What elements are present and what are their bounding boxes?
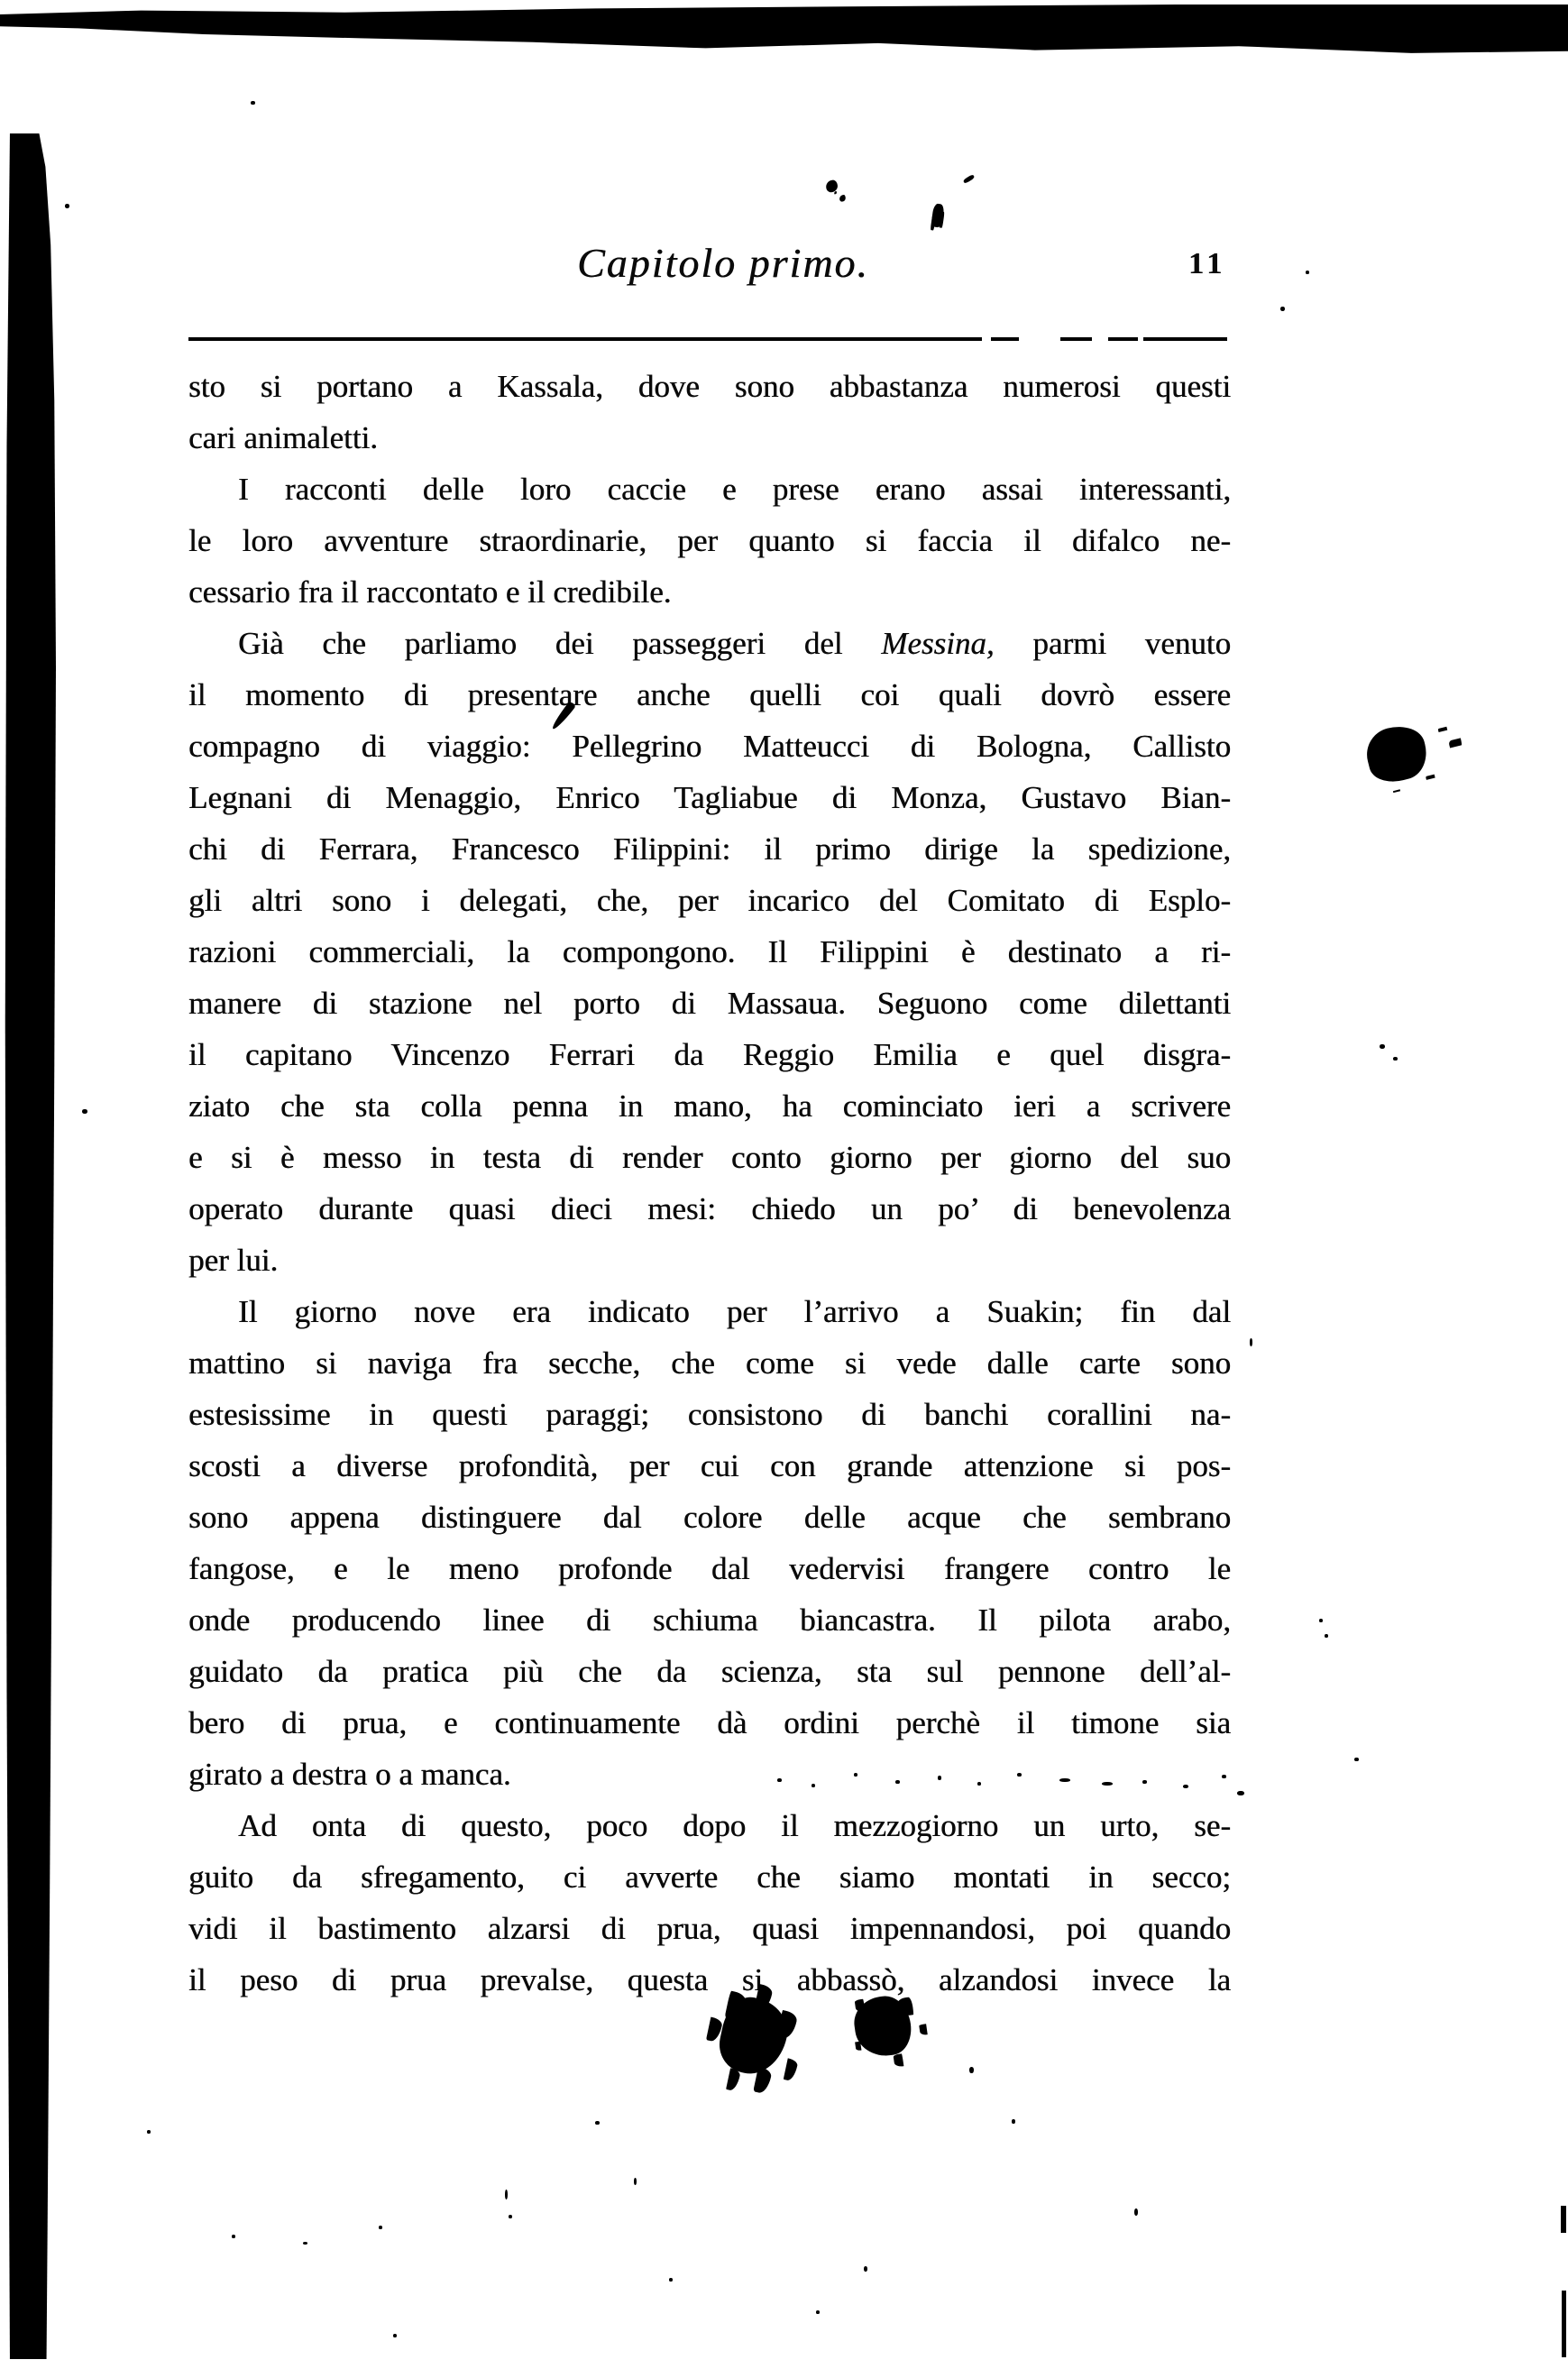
- scan-edge-right-tick: [1561, 2206, 1566, 2233]
- ink-speck: [251, 101, 255, 105]
- line-text: bero di prua, e continuamente dà ordini perchè il timone sia: [188, 1705, 1231, 1740]
- ink-speck: [895, 1780, 900, 1784]
- text-line: [188, 618, 1231, 669]
- ink-blot-right-margin: [1362, 721, 1433, 787]
- text-line: [188, 1029, 1231, 1080]
- line-text: fangose, e le meno profonde dal vedervisi frangere contro le: [188, 1551, 1231, 1586]
- text-line: [188, 1183, 1231, 1235]
- line-text: Già che parliamo dei passeggeri del: [238, 626, 882, 661]
- scan-edge-top: [0, 5, 1568, 54]
- line-text: parmi venuto: [994, 626, 1231, 661]
- text-line: [188, 823, 1231, 875]
- ink-speck: [1393, 1057, 1398, 1061]
- line-text: cari animaletti.: [188, 420, 378, 455]
- rule-gap: [982, 336, 991, 342]
- line-text: girato a destra o a manca.: [188, 1757, 511, 1792]
- text-line: [188, 412, 1231, 464]
- line-text: le loro avventure straordinarie, per quanto si faccia il difalco ne-: [188, 523, 1231, 558]
- ink-speck: [1017, 1773, 1022, 1777]
- text-line: [188, 1543, 1231, 1594]
- line-text: ziato che sta colla penna in mano, ha cominciato ieri a scrivere: [188, 1088, 1231, 1124]
- line-text: vidi il bastimento alzarsi di prua, quasi impennandosi, poi quando: [188, 1911, 1231, 1946]
- paragraph: [188, 618, 1231, 1286]
- text-line: [188, 1903, 1231, 1954]
- text-line: [188, 669, 1231, 721]
- page-number: 11: [1188, 247, 1227, 280]
- header-rule: [188, 337, 1227, 341]
- running-header-title: Capitolo primo.: [577, 240, 869, 286]
- text-line: [188, 1954, 1231, 2006]
- ink-speck: [232, 2235, 235, 2238]
- line-text: guidato da pratica più che da scienza, sta sul pennone dell’al-: [188, 1654, 1231, 1689]
- ink-speck: [82, 1109, 87, 1114]
- ink-speck: [1222, 1775, 1226, 1778]
- line-text: il capitano Vincenzo Ferrari da Reggio Emilia e quel disgra-: [188, 1037, 1231, 1072]
- ink-speck: [777, 1778, 782, 1782]
- line-text: sto si portano a Kassala, dove sono abbastanza numerosi questi: [188, 369, 1231, 404]
- scan-edge-right-tick: [1562, 2291, 1566, 2357]
- ink-speck: [977, 1782, 981, 1786]
- line-text: gli altri sono i delegati, che, per incarico del Comitato di Esplo-: [188, 883, 1231, 918]
- paragraph: [188, 361, 1231, 464]
- ink-mark-dagger: [931, 203, 945, 227]
- rule-gap: [1019, 336, 1060, 342]
- ink-speck: [1250, 1338, 1252, 1346]
- ink-speck: [65, 204, 69, 208]
- line-text: compagno di viaggio: Pellegrino Matteucci di Bologna, Callisto: [188, 729, 1231, 764]
- text-line: [188, 1286, 1231, 1337]
- line-text: I racconti delle loro caccie e prese erano assai interessanti,: [238, 472, 1231, 507]
- line-text: mattino si naviga fra secche, che come si vede dalle carte sono: [188, 1345, 1231, 1381]
- ink-speck: [812, 1784, 815, 1787]
- ink-speck: [1306, 271, 1309, 274]
- paragraph: [188, 1800, 1231, 2006]
- ink-speck: [634, 2178, 637, 2185]
- ink-speck: [505, 2190, 508, 2199]
- text-line: [188, 926, 1231, 978]
- line-text: Il giorno nove era indicato per l’arrivo a Suakin; fin dal: [238, 1294, 1231, 1329]
- text-line: [188, 978, 1231, 1029]
- ink-speck: [1183, 1785, 1188, 1788]
- line-text: per lui.: [188, 1243, 279, 1278]
- paragraph: [188, 464, 1231, 618]
- text-line: [188, 721, 1231, 772]
- rule-gap: [1138, 336, 1143, 342]
- text-line: [188, 1851, 1231, 1903]
- line-text: cessario fra il raccontato e il credibile.: [188, 574, 672, 610]
- body-text: [188, 361, 1231, 2006]
- ink-speck: [1134, 2208, 1138, 2216]
- ink-speck: [595, 2121, 600, 2125]
- line-text: il peso di prua prevalse, questa si abbassò, alzandosi invece la: [188, 1962, 1231, 1997]
- rule-gap: [1092, 336, 1108, 342]
- ink-speck: [1380, 1044, 1385, 1049]
- ink-speck: [854, 1773, 857, 1777]
- line-text: operato durante quasi dieci mesi: chiedo un po’ di benevolenza: [188, 1191, 1231, 1226]
- ink-mark-tick: [963, 174, 976, 184]
- text-line: [188, 1800, 1231, 1851]
- line-text: manere di stazione nel porto di Massaua. Seguono come dilettanti: [188, 986, 1231, 1021]
- ink-blot-bottom-left: [714, 1992, 793, 2080]
- text-line: [188, 1492, 1231, 1543]
- line-text: e si è messo in testa di render conto giorno per giorno del suo: [188, 1140, 1231, 1175]
- text-line: [188, 1646, 1231, 1697]
- ink-speck: [1012, 2119, 1015, 2124]
- ink-mark-curl: [825, 179, 839, 194]
- line-text: estesissime in questi paraggi; consistono di banchi corallini na-: [188, 1397, 1231, 1432]
- text-line: [188, 1337, 1231, 1389]
- line-text: Legnani di Menaggio, Enrico Tagliabue di Monza, Gustavo Bian-: [188, 780, 1231, 815]
- line-text: chi di Ferrara, Francesco Filippini: il primo dirige la spedizione,: [188, 831, 1231, 867]
- ink-speck: [1280, 307, 1285, 311]
- text-line: [188, 515, 1231, 566]
- text-line: [188, 1132, 1231, 1183]
- text-line: [188, 1749, 1231, 1800]
- line-text: il momento di presentare anche quelli coi quali dovrò essere: [188, 677, 1231, 712]
- text-line: [188, 1235, 1231, 1286]
- ink-speck: [1059, 1778, 1070, 1782]
- text-line: [188, 1389, 1231, 1440]
- line-text: razioni commerciali, la compongono. Il Filippini è destinato a ri-: [188, 934, 1231, 969]
- text-line: [188, 1080, 1231, 1132]
- line-text: onde producendo linee di schiuma biancastra. Il pilota arabo,: [188, 1602, 1231, 1638]
- ink-speck: [393, 2334, 397, 2337]
- ink-speck: [1102, 1782, 1113, 1786]
- text-line: [188, 361, 1231, 412]
- text-line: [188, 464, 1231, 515]
- ink-speck: [669, 2278, 673, 2282]
- ink-speck: [969, 2067, 974, 2073]
- scan-edge-left: [4, 133, 56, 2359]
- text-line: [188, 875, 1231, 926]
- text-line: [188, 1594, 1231, 1646]
- ink-speck: [816, 2310, 820, 2314]
- text-line: [188, 566, 1231, 618]
- ink-speck: [1319, 1619, 1323, 1622]
- ink-speck: [1325, 1634, 1328, 1638]
- text-line: [188, 772, 1231, 823]
- line-text: sono appena distinguere dal colore delle acque che sembrano: [188, 1500, 1231, 1535]
- paragraph: [188, 1286, 1231, 1800]
- line-text: scosti a diverse profondità, per cui con grande attenzione si pos-: [188, 1448, 1231, 1483]
- ink-speck: [1142, 1780, 1147, 1784]
- text-line: [188, 1440, 1231, 1492]
- ink-speck: [303, 2242, 307, 2245]
- ink-speck: [379, 2226, 382, 2229]
- ink-speck: [509, 2215, 512, 2218]
- text-line: [188, 1697, 1231, 1749]
- line-text: Ad onta di questo, poco dopo il mezzogiorno un urto, se-: [238, 1808, 1231, 1843]
- ink-speck: [938, 1776, 941, 1780]
- ship-name-italic: Messina,: [881, 626, 995, 661]
- line-text: guito da sfregamento, ci avverte che siamo montati in secco;: [188, 1859, 1231, 1895]
- ink-speck: [1237, 1791, 1244, 1795]
- ink-speck: [147, 2130, 151, 2134]
- ink-speck: [1354, 1758, 1359, 1761]
- ink-speck: [864, 2266, 867, 2272]
